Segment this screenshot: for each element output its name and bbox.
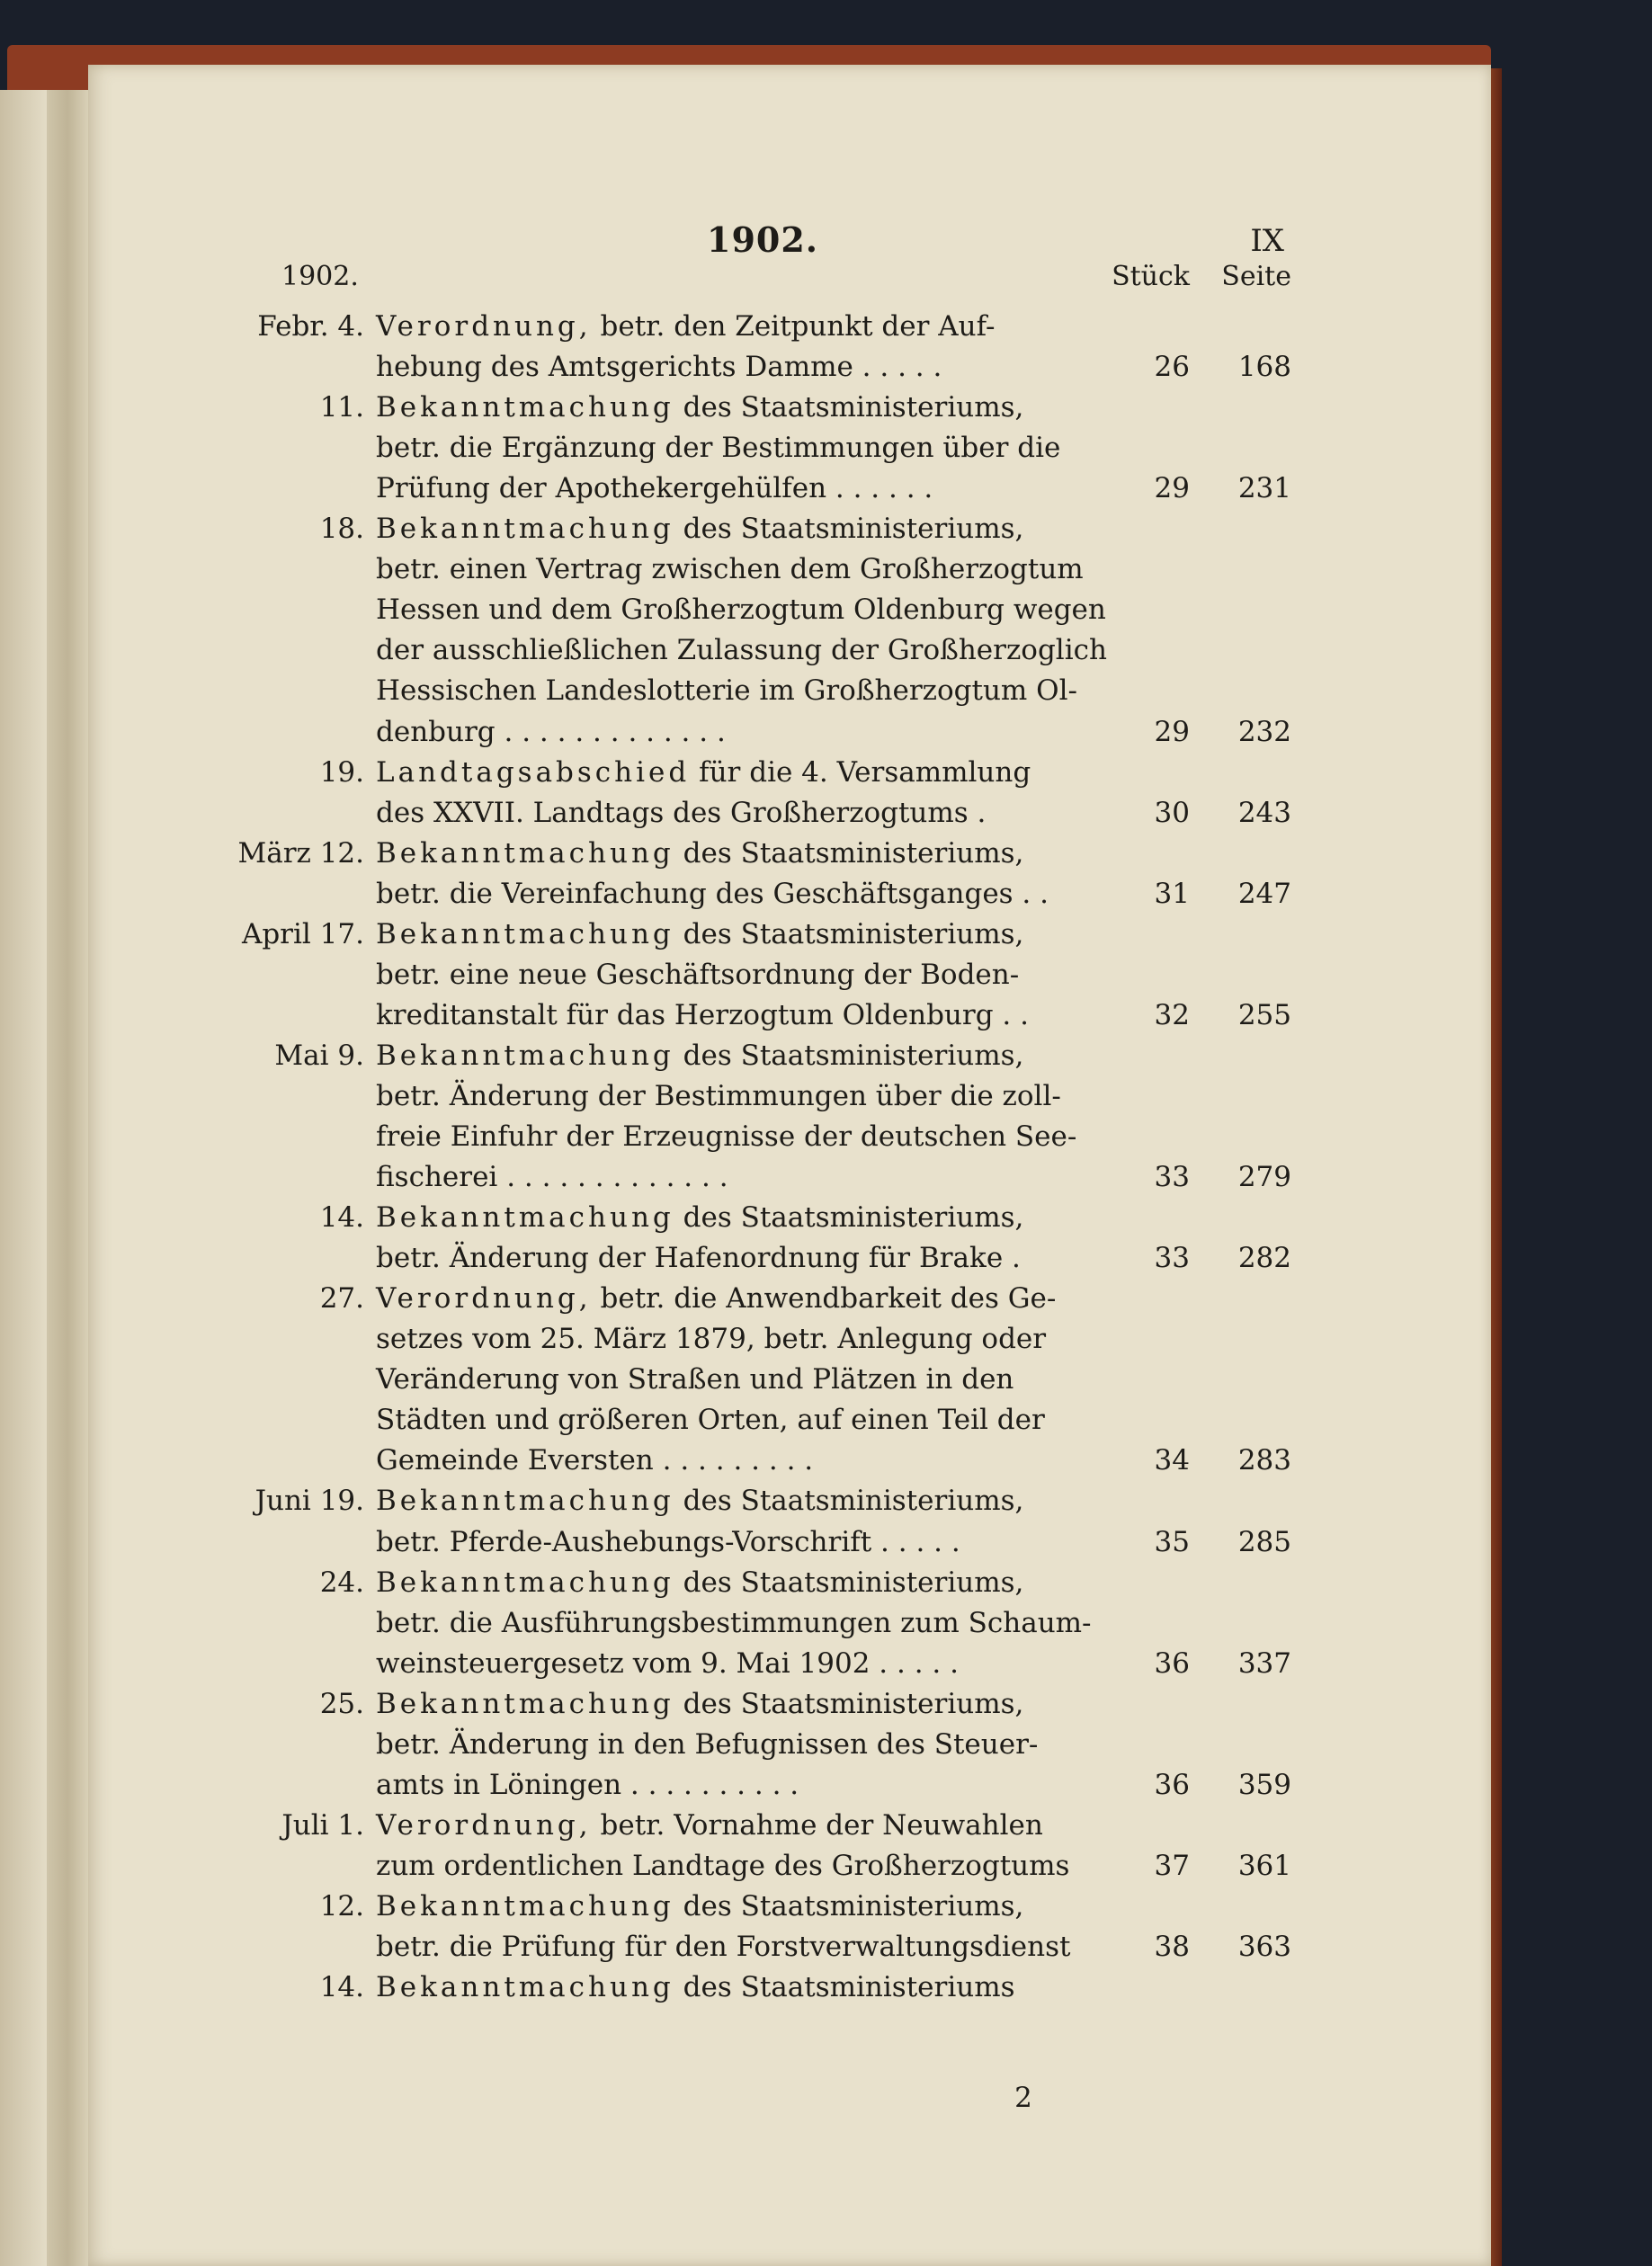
entry-body: des Staatsministeriums, [683, 1890, 1024, 1923]
index-row [88, 1886, 1491, 1927]
page-header-year: 1902. [707, 219, 818, 260]
entry-body: betr. die Anwendbarkeit des Ge- [600, 1282, 1057, 1315]
entry-body: betr. die Ergänzung der Bestimmungen über die [376, 432, 1061, 464]
entry-text [376, 792, 1131, 834]
entry-stueck: 36 [1154, 1769, 1190, 1801]
entry-text [376, 1440, 1131, 1481]
index-row [88, 1237, 1491, 1279]
column-header-seite: Seite [1221, 261, 1291, 292]
entry-body: betr. Vornahme der Neuwahlen [600, 1809, 1043, 1842]
entry-heading: Bekanntmachung [376, 1566, 674, 1599]
index-row [88, 1197, 1491, 1238]
index-row [88, 1562, 1491, 1603]
entry-seite: 232 [1237, 716, 1291, 748]
index-row [88, 1602, 1491, 1644]
entry-date: April 17. [241, 918, 364, 950]
entry-body: betr. Änderung der Hafenordnung für Brake . [376, 1242, 1021, 1274]
entry-text [376, 387, 1131, 428]
entry-text [376, 1116, 1131, 1157]
entry-date: 14. [319, 1971, 364, 2003]
entry-body: des Staatsministeriums, [683, 513, 1024, 545]
entry-body: des Staatsministeriums, [683, 391, 1024, 424]
entry-text [376, 1035, 1131, 1076]
entry-date: 24. [319, 1566, 364, 1599]
index-row [88, 1805, 1491, 1846]
entry-body: weinsteuergesetz vom 9. Mai 1902 . . . . . [376, 1647, 959, 1680]
index-row [88, 306, 1491, 347]
index-row [88, 711, 1491, 753]
entry-date: 25. [319, 1688, 364, 1720]
entry-text [376, 427, 1131, 468]
entry-body: freie Einfuhr der Erzeugnisse der deutschen See- [376, 1120, 1077, 1153]
entry-text [376, 1562, 1131, 1603]
entry-seite: 337 [1237, 1647, 1291, 1680]
entry-seite: 363 [1237, 1931, 1291, 1963]
index-row [88, 1926, 1491, 1967]
index-row [88, 1075, 1491, 1117]
index-row [88, 954, 1491, 995]
entry-text [376, 1724, 1131, 1765]
entry-stueck: 37 [1154, 1850, 1190, 1882]
entry-heading: Verordnung, [376, 310, 592, 343]
entry-body: setzes vom 25. März 1879, betr. Anlegung oder [376, 1323, 1047, 1355]
entry-text [376, 346, 1131, 388]
entry-body: des Staatsministeriums, [683, 1039, 1024, 1072]
index-row [88, 1359, 1491, 1400]
entry-text [376, 711, 1131, 753]
entry-date: 12. [319, 1890, 364, 1923]
entry-body: betr. Pferde-Aushebungs-Vorschrift . . . . . [376, 1526, 960, 1558]
entry-date: 14. [319, 1201, 364, 1234]
entry-text [376, 1521, 1131, 1563]
entry-seite: 361 [1237, 1850, 1291, 1882]
entry-text [376, 508, 1131, 549]
entry-text [376, 914, 1131, 955]
index-row [88, 1399, 1491, 1441]
entry-text [376, 1805, 1131, 1846]
index-row [88, 387, 1491, 428]
entry-heading: Bekanntmachung [376, 1201, 674, 1234]
entry-date: Febr. 4. [257, 310, 364, 343]
entry-stueck: 26 [1154, 351, 1190, 383]
entry-body: des Staatsministeriums, [683, 837, 1024, 870]
index-row [88, 346, 1491, 388]
entry-body: Gemeinde Eversten . . . . . . . . . [376, 1444, 814, 1476]
entry-stueck: 34 [1154, 1444, 1190, 1476]
entry-stueck: 31 [1154, 878, 1190, 910]
entry-body: amts in Löningen . . . . . . . . . . [376, 1769, 799, 1801]
entry-body: betr. die Prüfung für den Forstverwaltungsdienst [376, 1931, 1071, 1963]
entry-date: Juli 1. [281, 1809, 364, 1842]
entry-body: des Staatsministeriums, [683, 1485, 1024, 1517]
entry-text [376, 549, 1131, 590]
entry-heading: Bekanntmachung [376, 837, 674, 870]
entry-body: kreditanstalt für das Herzogtum Oldenburg . . [376, 999, 1029, 1031]
entry-text [376, 1318, 1131, 1360]
entry-body: zum ordentlichen Landtage des Großherzogtums [376, 1850, 1070, 1882]
entry-body: des Staatsministeriums, [683, 918, 1024, 950]
signature-mark: 2 [1014, 2082, 1032, 2114]
entry-text [376, 995, 1131, 1036]
entry-body: denburg . . . . . . . . . . . . . [376, 716, 726, 748]
entry-stueck: 33 [1154, 1161, 1190, 1193]
index-row [88, 792, 1491, 834]
entry-text [376, 1480, 1131, 1521]
entry-heading: Bekanntmachung [376, 391, 674, 424]
index-row [88, 873, 1491, 914]
entry-body: Hessischen Landeslotterie im Großherzogtum Ol- [376, 674, 1077, 707]
entry-body: betr. die Ausführungsbestimmungen zum Schaum- [376, 1607, 1092, 1639]
entry-text [376, 1197, 1131, 1238]
entry-body: betr. einen Vertrag zwischen dem Großherzogtum [376, 553, 1084, 585]
entry-text [376, 1886, 1131, 1927]
index-row [88, 427, 1491, 468]
index-row [88, 629, 1491, 671]
entry-seite: 282 [1237, 1242, 1291, 1274]
entry-text [376, 833, 1131, 874]
book-page [88, 65, 1491, 2266]
entry-body: Städten und größeren Orten, auf einen Teil der [376, 1404, 1045, 1436]
index-row [88, 1116, 1491, 1157]
entry-text [376, 629, 1131, 671]
entry-stueck: 36 [1154, 1647, 1190, 1680]
index-row [88, 508, 1491, 549]
entry-body: fischerei . . . . . . . . . . . . . [376, 1161, 728, 1193]
entry-date: 19. [319, 756, 364, 789]
entry-seite: 359 [1237, 1769, 1291, 1801]
entry-heading: Landtagsabschied [376, 756, 691, 789]
entry-body: Veränderung von Straßen und Plätzen in den [376, 1363, 1014, 1396]
entry-text [376, 1359, 1131, 1400]
entry-text [376, 1845, 1131, 1887]
entry-heading: Bekanntmachung [376, 1039, 674, 1072]
index-row [88, 1440, 1491, 1481]
index-row [88, 468, 1491, 509]
index-row [88, 1521, 1491, 1563]
entry-text [376, 670, 1131, 711]
entry-stueck: 32 [1154, 999, 1190, 1031]
entry-stueck: 30 [1154, 797, 1190, 829]
column-header-stueck: Stück [1112, 261, 1190, 292]
index-row [88, 1764, 1491, 1806]
entry-seite: 231 [1237, 472, 1291, 504]
entry-date: Juni 19. [254, 1485, 364, 1517]
entry-body: betr. Änderung der Bestimmungen über die zoll- [376, 1080, 1061, 1112]
index-row [88, 1035, 1491, 1076]
entry-seite: 283 [1237, 1444, 1291, 1476]
index-row [88, 1318, 1491, 1360]
entry-body: Hessen und dem Großherzogtum Oldenburg wegen [376, 593, 1106, 626]
entry-text [376, 1399, 1131, 1441]
entry-stueck: 29 [1154, 472, 1190, 504]
entry-text [376, 752, 1131, 793]
entry-body: hebung des Amtsgerichts Damme . . . . . [376, 351, 942, 383]
entry-seite: 279 [1237, 1161, 1291, 1193]
entry-heading: Verordnung, [376, 1809, 592, 1842]
entry-seite: 247 [1237, 878, 1291, 910]
entry-body: betr. eine neue Geschäftsordnung der Boden- [376, 959, 1020, 991]
entry-body: des Staatsministeriums, [683, 1688, 1024, 1720]
index-row [88, 670, 1491, 711]
entry-text [376, 1683, 1131, 1725]
entry-date: März 12. [237, 837, 364, 870]
entry-body: Prüfung der Apothekergehülfen . . . . . . [376, 472, 933, 504]
index-row [88, 752, 1491, 793]
entry-stueck: 29 [1154, 716, 1190, 748]
entry-text [376, 1643, 1131, 1684]
entry-body: des Staatsministeriums [683, 1971, 1015, 2003]
entry-seite: 168 [1237, 351, 1291, 383]
entry-body: des Staatsministeriums, [683, 1566, 1024, 1599]
index-row [88, 1480, 1491, 1521]
index-row [88, 1643, 1491, 1684]
entry-stueck: 33 [1154, 1242, 1190, 1274]
index-row [88, 1724, 1491, 1765]
entry-date: 27. [319, 1282, 364, 1315]
entry-date: 18. [319, 513, 364, 545]
entry-text [376, 1278, 1131, 1319]
index-row [88, 1278, 1491, 1319]
index-row [88, 995, 1491, 1036]
entry-heading: Bekanntmachung [376, 513, 674, 545]
entry-stueck: 35 [1154, 1526, 1190, 1558]
entry-body: des Staatsministeriums, [683, 1201, 1024, 1234]
entry-text [376, 468, 1131, 509]
entry-text [376, 1926, 1131, 1967]
entry-heading: Verordnung, [376, 1282, 592, 1315]
entry-heading: Bekanntmachung [376, 1485, 674, 1517]
entry-date: 11. [319, 391, 364, 424]
entry-body: betr. Änderung in den Befugnissen des Steuer- [376, 1728, 1039, 1761]
entry-text [376, 873, 1131, 914]
entry-stueck: 38 [1154, 1931, 1190, 1963]
entry-body: des XXVII. Landtags des Großherzogtums . [376, 797, 987, 829]
index-row [88, 1967, 1491, 2008]
index-row [88, 1845, 1491, 1887]
entry-text [376, 306, 1131, 347]
index-row [88, 1156, 1491, 1198]
entry-body: für die 4. Versammlung [699, 756, 1031, 789]
entry-heading: Bekanntmachung [376, 1971, 674, 2003]
entry-body: betr. die Vereinfachung des Geschäftsganges . . [376, 878, 1049, 910]
book-gutter [47, 90, 88, 2266]
entry-text [376, 954, 1131, 995]
entry-text [376, 1602, 1131, 1644]
entry-text [376, 1764, 1131, 1806]
index-row [88, 914, 1491, 955]
index-row [88, 1683, 1491, 1725]
entry-text [376, 1237, 1131, 1279]
index-row [88, 589, 1491, 630]
page-number: IX [1250, 223, 1284, 259]
entry-heading: Bekanntmachung [376, 1688, 674, 1720]
index-row [88, 549, 1491, 590]
entry-text [376, 1156, 1131, 1198]
entry-text [376, 1075, 1131, 1117]
entry-body: betr. den Zeitpunkt der Auf- [600, 310, 996, 343]
entry-seite: 255 [1237, 999, 1291, 1031]
entry-seite: 243 [1237, 797, 1291, 829]
entry-heading: Bekanntmachung [376, 1890, 674, 1923]
entry-seite: 285 [1237, 1526, 1291, 1558]
entry-text [376, 589, 1131, 630]
entry-text [376, 1967, 1131, 2008]
index-row [88, 833, 1491, 874]
column-header-year: 1902. [281, 261, 359, 292]
entry-date: Mai 9. [274, 1039, 364, 1072]
entry-body: der ausschließlichen Zulassung der Großherzoglich [376, 634, 1107, 666]
entry-heading: Bekanntmachung [376, 918, 674, 950]
